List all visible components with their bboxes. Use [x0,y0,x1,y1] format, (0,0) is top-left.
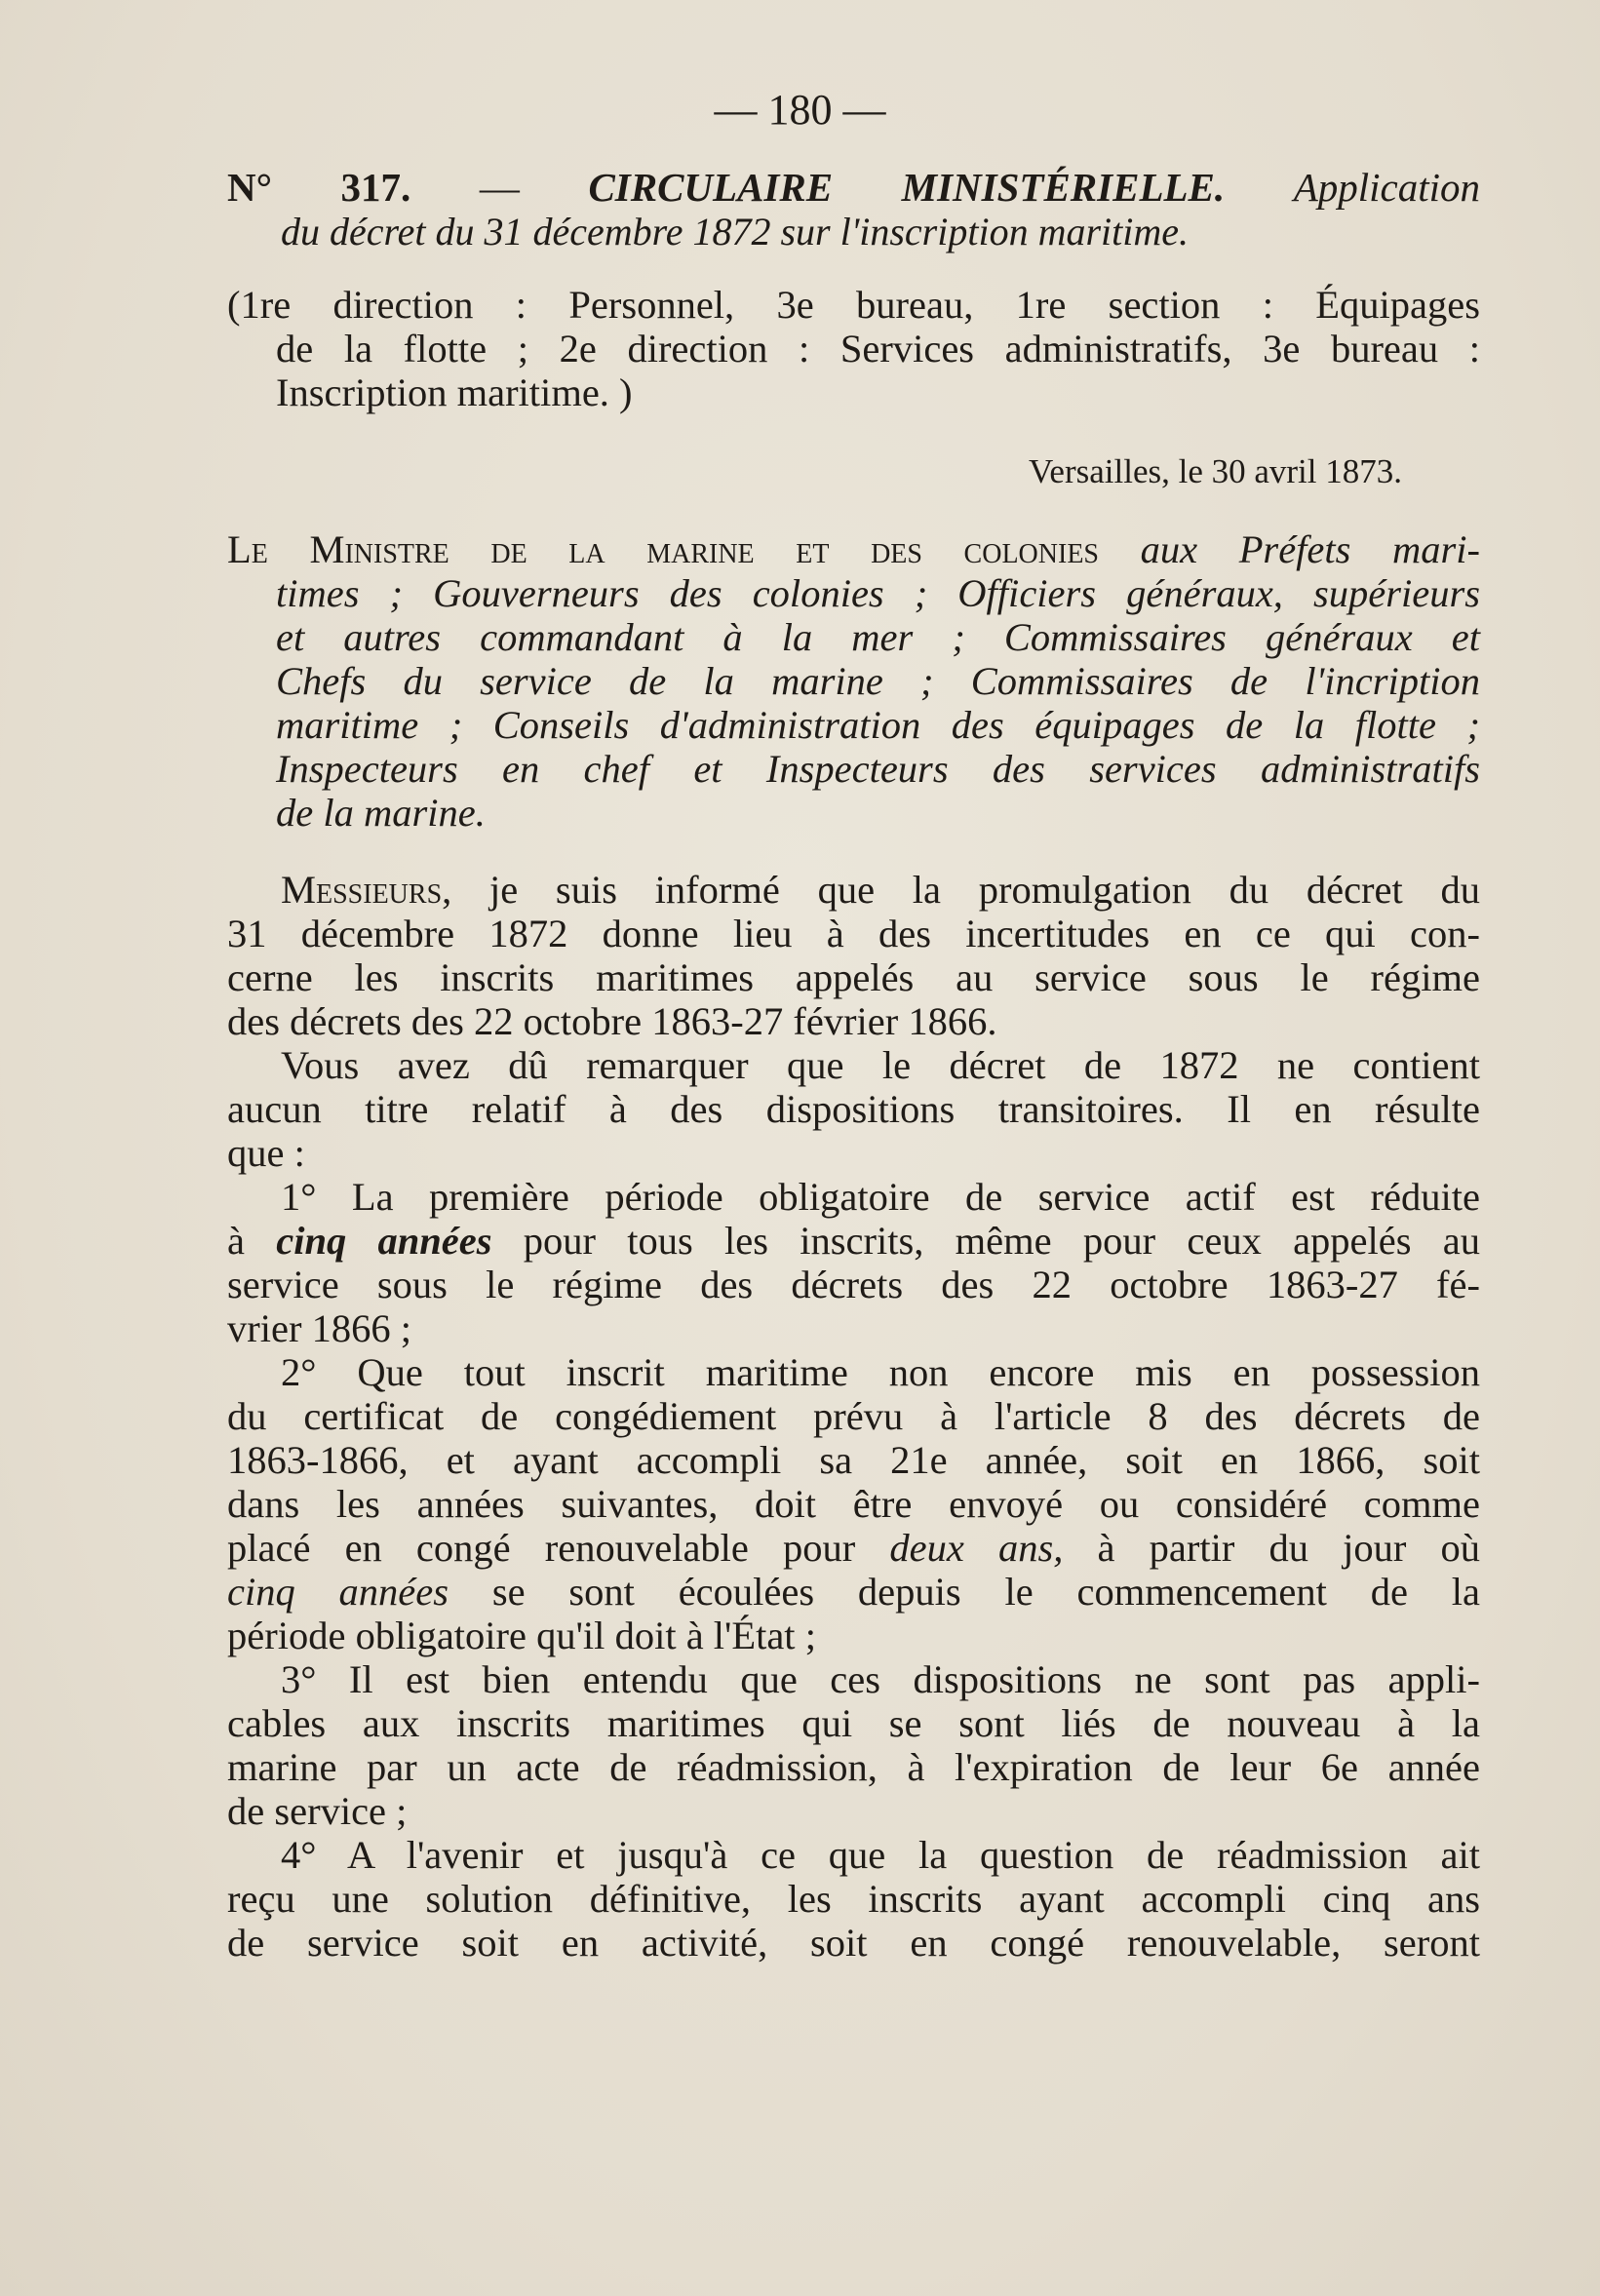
item4-line-1: 4° A l'avenir et jusqu'à ce que la question de réadmission ait [281,1833,1480,1877]
item1-emphasis: cinq années [276,1219,492,1263]
item1-line-2 [227,1219,1480,1263]
address-recipients-start: aux Préfets mari- [1099,527,1481,571]
item2-line-2: du certificat de congédiement prévu à l'article 8 des décrets de [227,1394,1480,1438]
item2-line-1: 2° Que tout inscrit maritime non encore mis en possession [281,1350,1480,1394]
item2-line-7: période obligatoire qu'il doit à l'État ; [227,1614,816,1657]
circular-heading: CIRCULAIRE MINISTÉRIELLE. [588,165,1226,210]
salutation: Messieurs, [281,868,452,912]
address-line-5: maritime ; Conseils d'administration des équipages de la flotte ; [276,703,1480,747]
item3-line-1: 3° Il est bien entendu que ces dispositions ne sont pas appli- [281,1657,1480,1701]
item2-line-4: dans les années suivantes, doit être envoyé ou considéré comme [227,1482,1480,1526]
circular-subject-rest: du décret du 31 décembre 1872 sur l'inscription maritime. [281,210,1190,253]
item1-prefix: à [227,1219,277,1263]
title-block [227,166,1480,253]
para2-line-1: Vous avez dû remarquer que le décret de 1872 ne contient [281,1043,1480,1087]
address-line-7: de la marine. [276,791,486,835]
para1-start: je suis informé que la promulgation du décret du [451,868,1480,912]
circular-subject-start: Application [1293,165,1481,210]
item4-line-2: reçu une solution définitive, les inscrits ayant accompli cinq ans [227,1877,1480,1921]
item2-line-6 [227,1570,1480,1614]
item3-line-3: marine par un acte de réadmission, à l'expiration de leur 6e année [227,1745,1480,1789]
item2-line6-post: se sont écoulées depuis le commencement de la [449,1570,1480,1614]
item2-line6-emphasis: cinq années [227,1570,449,1614]
direction-line-3: Inscription maritime. ) [276,370,633,414]
para1-line-4: des décrets des 22 octobre 1863-27 février 1866. [227,999,997,1043]
item3-line-4: de service ; [227,1789,408,1833]
item1-line-4: vrier 1866 ; [227,1306,411,1350]
address-line-4: Chefs du service de la marine ; Commissaires de l'incription [276,659,1480,703]
item1-rest: pour tous les inscrits, même pour ceux appelés au [491,1219,1480,1263]
item2-line-3: 1863-1866, et ayant accompli sa 21e année, soit en 1866, soit [227,1438,1480,1482]
para1-line-1 [227,868,1480,912]
letter-body [227,868,1480,1965]
address-line-3: et autres commandant à la mer ; Commissaires généraux et [276,615,1480,659]
item1-line-3: service sous le régime des décrets des 22 octobre 1863-27 fé- [227,1263,1480,1306]
address-line-2: times ; Gouverneurs des colonies ; Officiers généraux, supérieurs [276,571,1480,615]
para1-line-2: 31 décembre 1872 donne lieu à des incertitudes en ce qui con- [227,912,1480,955]
page-number: — 180 — [714,86,886,134]
title-dash: — [479,165,520,210]
para2-line-2: aucun titre relatif à des dispositions transitoires. Il en résulte [227,1087,1480,1131]
item2-line5-pre: placé en congé renouvelable pour [227,1526,890,1570]
dateline-block [227,449,1480,493]
direction-line-1: (1re direction : Personnel, 3e bureau, 1re section : Équipages [227,283,1480,327]
item2-line5-post: à partir du jour où [1063,1526,1480,1570]
direction-line-2: de la flotte ; 2e direction : Services administratifs, 3e bureau : [276,327,1480,370]
para2-line-3: que : [227,1131,305,1175]
item2-line5-emphasis: deux ans, [889,1526,1064,1570]
item3-line-2: cables aux inscrits maritimes qui se sont liés de nouveau à la [227,1701,1480,1745]
item2-line-5 [227,1526,1480,1570]
title-line-1 [227,166,1480,210]
address-lead: Le Ministre de la marine et des colonies [227,527,1100,571]
address-line-6: Inspecteurs en chef et Inspecteurs des services administratifs [276,747,1480,791]
address-block [227,527,1480,835]
dateline: Versailles, le 30 avril 1873. [1029,452,1402,490]
direction-block [227,283,1480,414]
item1-line-1: 1° La première période obligatoire de service actif est réduite [281,1175,1480,1219]
address-line-1 [227,527,1480,571]
item4-line-3: de service soit en activité, soit en congé renouvelable, seront [227,1921,1480,1965]
circular-number: N° 317. [227,165,411,210]
title-line-2 [227,210,1480,253]
para1-line-3: cerne les inscrits maritimes appelés au service sous le régime [227,955,1480,999]
